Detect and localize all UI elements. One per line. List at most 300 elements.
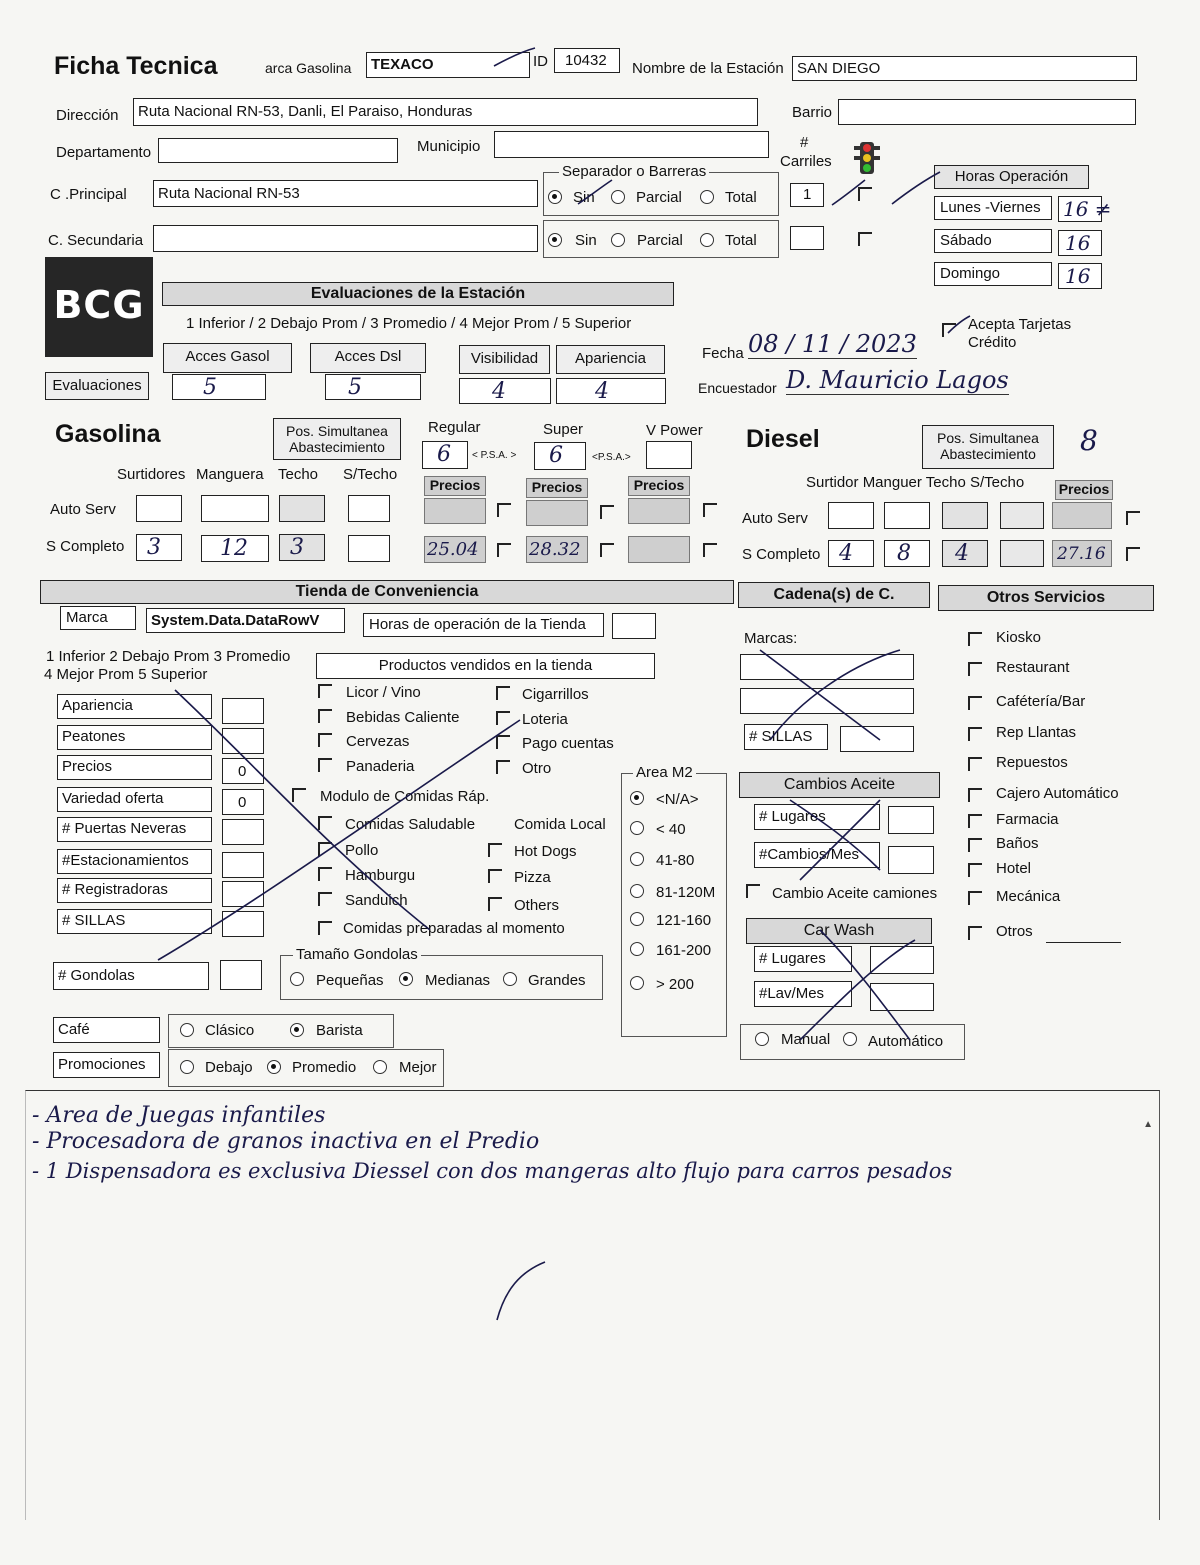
cambios-mes-label-box (754, 842, 880, 868)
tienda-eval-label-box (57, 817, 212, 842)
evaluaciones-scale: 1 Inferior / 2 Debajo Prom / 3 Promedio / 4 Mejor Prom / 5 Superior (186, 315, 632, 332)
servicio-label: Cajero Automático (996, 785, 1119, 802)
fecha-label: Fecha (702, 345, 744, 362)
acces-gasol-button[interactable]: Acces Gasol (163, 343, 292, 373)
separador-sin-radio[interactable] (548, 190, 562, 204)
visibilidad-field[interactable] (459, 378, 551, 404)
area-label: <N/A> (656, 791, 699, 808)
direccion-label: Dirección (56, 107, 119, 124)
promo-promedio-label: Promedio (292, 1059, 357, 1076)
tienda-header: Tienda de Conveniencia (40, 580, 734, 604)
area-radio[interactable] (630, 942, 644, 956)
cadena-header: Cadena(s) de C. (738, 582, 930, 608)
diesel-scompleto-techo-field[interactable] (942, 540, 988, 567)
comida-checkbox[interactable] (488, 869, 502, 883)
municipio-field[interactable] (494, 131, 769, 158)
id-label: ID (533, 53, 548, 70)
scompleto-manguera-value: 12 (220, 536, 248, 561)
producto-checkbox[interactable] (496, 686, 510, 700)
autoserv-manguera-field[interactable] (201, 495, 269, 522)
diesel-autoserv-surtidor-field[interactable] (828, 502, 874, 529)
scompleto-surtidores-value: 3 (147, 535, 161, 560)
diesel-scompleto-checkbox[interactable] (1126, 547, 1140, 561)
gondolas-label: # Gondolas (58, 967, 135, 984)
diesel-scompleto-stecho-field[interactable] (1000, 540, 1044, 567)
comidas-preparadas-label: Comidas preparadas al momento (343, 920, 565, 937)
area-radio[interactable] (630, 852, 644, 866)
separador2-total-label: Total (725, 232, 757, 249)
otros-line[interactable] (1046, 942, 1121, 943)
note-line-2: - Procesadora de granos inactiva en el Predio (32, 1129, 540, 1154)
servicio-checkbox[interactable] (968, 891, 982, 905)
comidas-preparadas-checkbox[interactable] (318, 921, 332, 935)
super-value: 6 (549, 443, 563, 468)
area-label: 121-160 (656, 912, 712, 929)
tienda-eval-label: # Registradoras (62, 881, 168, 898)
servicio-label: Hotel (996, 860, 1032, 877)
carwash-lav-label: #Lav/Mes (759, 985, 825, 1002)
cafe-barista-radio[interactable] (290, 1023, 304, 1037)
otros-servicios-header: Otros Servicios (938, 585, 1154, 611)
tienda-eval-label: Peatones (62, 728, 126, 745)
acepta-tarjetas-label: Acepta Tarjetas (968, 316, 1072, 333)
comida-checkbox[interactable] (488, 897, 502, 911)
producto-label: Otro (522, 760, 552, 777)
semaforo-principal-checkbox[interactable] (858, 187, 872, 201)
area-radio[interactable] (630, 884, 644, 898)
acces-gasol-value: 5 (203, 375, 217, 400)
direccion-field[interactable] (133, 98, 758, 126)
servicio-checkbox[interactable] (968, 863, 982, 877)
calle-principal-value: Ruta Nacional RN-53 (158, 185, 300, 202)
cadena-marcas-label: Marcas: (744, 630, 798, 647)
horas-operacion-header: Horas Operación (934, 165, 1089, 189)
tienda-eval-label-box (57, 878, 212, 903)
autoserv-super-checkbox[interactable] (600, 505, 614, 519)
promo-promedio-radio[interactable] (267, 1060, 281, 1074)
direccion-value: Ruta Nacional RN-53, Danli, El Paraiso, Honduras (138, 103, 473, 120)
producto-checkbox[interactable] (496, 735, 510, 749)
carwash-lugares-field[interactable] (870, 946, 934, 974)
servicio-checkbox[interactable] (968, 662, 982, 676)
gasolina-pos-simultanea-box (273, 418, 401, 460)
separador2-total-radio[interactable] (700, 233, 714, 247)
vpower-field[interactable] (646, 441, 692, 469)
producto-checkbox[interactable] (496, 760, 510, 774)
diesel-scompleto-manguera-field[interactable] (884, 540, 930, 567)
carwash-lugares-label: # Lugares (759, 950, 826, 967)
servicio-checkbox[interactable] (968, 632, 982, 646)
acces-dsl-button[interactable]: Acces Dsl (310, 343, 426, 373)
domingo-label: Domingo (940, 265, 1001, 282)
servicio-label: Restaurant (996, 659, 1070, 676)
autoserv-precio-regular-field[interactable] (424, 498, 486, 524)
gondolas-field[interactable] (220, 960, 262, 990)
tienda-eval-label: Variedad oferta (62, 790, 164, 807)
diesel-title: Diesel (746, 425, 820, 453)
carwash-lugares-label-box (754, 946, 852, 972)
carwash-manual-label: Manual (781, 1031, 831, 1048)
carriles-principal-field[interactable] (790, 183, 824, 207)
tienda-horas-label-box (363, 613, 604, 637)
area-radio[interactable] (630, 821, 644, 835)
producto-checkbox[interactable] (318, 758, 332, 772)
lunes-viernes-field[interactable] (1058, 196, 1112, 222)
lunes-viernes-label: Lunes -Viernes (940, 199, 1041, 216)
cafe-label-box (53, 1017, 160, 1043)
sabado-field[interactable] (1058, 230, 1102, 256)
diesel-autoserv-stecho-field[interactable] (1000, 502, 1044, 529)
diesel-autoserv-checkbox[interactable] (1126, 511, 1140, 525)
gondola-grandes-radio[interactable] (503, 972, 517, 986)
tienda-eval-label-box (57, 725, 212, 750)
promo-debajo-radio[interactable] (180, 1060, 194, 1074)
autoserv-precio-super-field[interactable] (526, 500, 588, 526)
servicio-label: Farmacia (996, 811, 1059, 828)
gasolina-title: Gasolina (55, 420, 161, 448)
autoserv-regular-checkbox[interactable] (497, 503, 511, 517)
apariencia-field[interactable] (556, 378, 666, 404)
cambios-mes-field[interactable] (888, 846, 934, 874)
precios-vpower-header: Precios (628, 476, 690, 496)
tienda-eval-label-box (57, 755, 212, 780)
comida-checkbox[interactable] (318, 867, 332, 881)
marca-gasolina-label: arca Gasolina (265, 60, 352, 76)
tienda-eval-field[interactable] (222, 911, 264, 937)
visibilidad-button[interactable]: Visibilidad (459, 345, 550, 374)
departamento-label: Departamento (56, 144, 152, 161)
sabado-label: Sábado (940, 232, 992, 249)
diesel-autoserv-precio-field[interactable] (1052, 502, 1112, 529)
productos-header: Productos vendidos en la tienda (378, 657, 593, 674)
tienda-marca-value: System.Data.DataRowV (151, 612, 320, 629)
cambio-camiones-label: Cambio Aceite camiones (772, 885, 938, 902)
diesel-pos-simultanea-box (922, 425, 1054, 469)
municipio-label: Municipio (417, 138, 481, 155)
s-completo-label: S Completo (46, 538, 125, 555)
separador-label: Separador o Barreras (559, 163, 709, 180)
super-field[interactable] (534, 442, 586, 470)
producto-checkbox[interactable] (318, 684, 332, 698)
bcg-logo (45, 257, 153, 357)
comida-label: Sanduich (345, 892, 408, 909)
apariencia-button[interactable]: Apariencia (556, 345, 665, 374)
producto-checkbox[interactable] (318, 733, 332, 747)
modulo-comidas-label: Modulo de Comidas Ráp. (320, 788, 490, 805)
promociones-label: Promociones (58, 1056, 146, 1073)
producto-label: Cervezas (346, 733, 410, 750)
tienda-eval-field[interactable] (222, 728, 264, 754)
promo-debajo-label: Debajo (205, 1059, 253, 1076)
precio-super-value: 28.32 (529, 539, 581, 560)
nombre-estacion-label: Nombre de la Estación (632, 60, 784, 77)
comida-label: Pollo (345, 842, 379, 859)
tienda-horas-field[interactable] (612, 613, 656, 639)
area-label: > 200 (656, 976, 694, 993)
tienda-eval-label-box (57, 787, 212, 812)
area-label: 81-120M (656, 884, 716, 901)
scompleto-manguera-field[interactable] (201, 535, 269, 562)
precios-regular-header: Precios (424, 476, 486, 496)
acces-dsl-value: 5 (348, 375, 362, 400)
scompleto-precio-regular-field[interactable] (424, 536, 486, 563)
auto-serv-label: Auto Serv (50, 501, 116, 518)
tienda-eval-field[interactable] (222, 698, 264, 724)
tienda-eval-label-box (57, 909, 212, 934)
cambios-lugares-label-box (754, 804, 880, 830)
tienda-marca-field[interactable] (146, 608, 345, 633)
encuestador-label: Encuestador (698, 380, 777, 396)
techo-col-label: Techo (278, 466, 319, 483)
producto-label: Loteria (522, 711, 568, 728)
calle-principal-label: C .Principal (50, 186, 127, 203)
diesel-precios-header: Precios (1055, 480, 1113, 500)
promo-mejor-label: Mejor (399, 1059, 437, 1076)
diesel-auto-serv-label: Auto Serv (742, 510, 808, 527)
sabado-label-box (934, 229, 1052, 253)
comida-local-label: Comida Local (514, 816, 606, 833)
traffic-light-icon (852, 140, 882, 176)
diesel-scompleto-precio-field[interactable] (1052, 540, 1112, 567)
servicio-checkbox[interactable] (968, 696, 982, 710)
acces-dsl-field[interactable] (325, 374, 421, 400)
cafe-clasico-radio[interactable] (180, 1023, 194, 1037)
nombre-estacion-field[interactable] (792, 56, 1137, 81)
autoserv-techo-field[interactable] (279, 495, 325, 522)
carwash-lav-label-box (754, 981, 852, 1007)
scompleto-techo-field[interactable] (279, 534, 325, 561)
encuestador-value[interactable]: D. Mauricio Lagos (786, 366, 1009, 394)
regular-value: 6 (437, 442, 451, 467)
producto-checkbox[interactable] (496, 711, 510, 725)
domingo-label-box (934, 262, 1052, 286)
tienda-eval-label: Precios (62, 758, 113, 775)
carwash-lav-field[interactable] (870, 983, 934, 1011)
credito-label: Crédito (968, 334, 1017, 351)
diesel-autoserv-manguera-field[interactable] (884, 502, 930, 529)
area-radio[interactable] (630, 912, 644, 926)
tienda-eval-field[interactable] (222, 789, 264, 815)
separador2-sin-label: Sin (575, 232, 597, 249)
gondola-medianas-radio[interactable] (399, 972, 413, 986)
acepta-tarjetas-checkbox[interactable] (942, 323, 956, 337)
cambios-lugares-field[interactable] (888, 806, 934, 834)
scompleto-stecho-field[interactable] (348, 535, 390, 562)
comida-label: Others (514, 897, 560, 914)
diesel-scompleto-techo-value: 4 (955, 541, 969, 566)
cambios-lugares-label: # Lugares (759, 808, 826, 825)
separador2-parcial-label: Parcial (637, 232, 683, 249)
cadena-marca-2-field[interactable] (740, 688, 914, 714)
gondola-pequenas-label: Pequeñas (316, 972, 384, 989)
autoserv-stecho-field[interactable] (348, 495, 390, 522)
cadena-marca-1-field[interactable] (740, 654, 914, 680)
servicio-label: Baños (996, 835, 1039, 852)
servicio-checkbox[interactable] (968, 814, 982, 828)
productos-header-box (316, 653, 655, 679)
calle-principal-field[interactable] (153, 180, 538, 207)
comida-label: Hamburgu (345, 867, 416, 884)
diesel-cols-label: Surtidor Manguer Techo S/Techo (806, 474, 1025, 491)
domingo-field[interactable] (1058, 263, 1102, 289)
separador-sin-label: Sin (573, 189, 595, 206)
diesel-pos-value: 8 (1080, 424, 1098, 457)
promociones-label-box (53, 1052, 160, 1078)
tienda-eval-field[interactable] (222, 758, 264, 784)
diesel-scompleto-surtidor-value: 4 (839, 541, 853, 566)
calle-secundaria-label: C. Secundaria (48, 232, 144, 249)
gondola-grandes-label: Grandes (528, 972, 586, 989)
scompleto-precio-vpower-field[interactable] (628, 536, 690, 563)
regular-label: Regular (428, 419, 481, 436)
psa-label-1: < P.S.A. > (472, 450, 517, 461)
servicio-label: Repuestos (996, 754, 1068, 771)
servicio-checkbox[interactable] (968, 727, 982, 741)
comida-label: Pizza (514, 869, 551, 886)
autoserv-precio-vpower-field[interactable] (628, 498, 690, 524)
observaciones-area[interactable] (25, 1090, 1160, 1520)
area-label: 41-80 (656, 852, 695, 869)
evaluaciones-row-label: Evaluaciones (45, 372, 149, 400)
barrio-field[interactable] (838, 99, 1136, 125)
servicio-label: Rep Llantas (996, 724, 1077, 741)
promo-mejor-radio[interactable] (373, 1060, 387, 1074)
car-wash-header: Car Wash (746, 918, 932, 944)
scroll-up-icon[interactable]: ▲ (1143, 1119, 1153, 1130)
diesel-autoserv-techo-field[interactable] (942, 502, 988, 529)
comida-checkbox[interactable] (318, 892, 332, 906)
cadena-sillas-label: # SILLAS (749, 728, 813, 745)
cafe-barista-label: Barista (316, 1022, 363, 1039)
tienda-eval-label: #Estacionamientos (62, 852, 189, 869)
marca-gasolina-value: TEXACO (371, 56, 434, 73)
comida-label: Comidas Saludable (345, 816, 476, 833)
carwash-automatico-label: Automático (868, 1033, 944, 1050)
scompleto-vpower-checkbox[interactable] (703, 543, 717, 557)
tienda-marca-label-box (60, 606, 136, 630)
vpower-label: V Power (646, 422, 703, 439)
autoserv-vpower-checkbox[interactable] (703, 503, 717, 517)
note-line-3: - 1 Dispensadora es exclusiva Diessel con dos mangeras alto flujo para carros pesados (32, 1159, 953, 1183)
producto-label: Cigarrillos (522, 686, 589, 703)
page-title: Ficha Tecnica (54, 52, 218, 80)
lunes-viernes-value: 16 ≠ (1063, 197, 1112, 221)
acces-gasol-field[interactable] (172, 374, 266, 400)
separador2-parcial-radio[interactable] (611, 233, 625, 247)
tienda-scale-2: 4 Mejor Prom 5 Superior (44, 666, 208, 683)
evaluaciones-header: Evaluaciones de la Estación (162, 282, 674, 306)
stecho-col-label: S/Techo (343, 466, 398, 483)
scompleto-regular-checkbox[interactable] (497, 543, 511, 557)
tienda-eval-label-box (57, 694, 212, 719)
tienda-eval-field[interactable] (222, 852, 264, 878)
domingo-value: 16 (1065, 264, 1091, 288)
separador-parcial-label: Parcial (636, 189, 682, 206)
producto-label: Panaderia (346, 758, 415, 775)
tienda-eval-label: Apariencia (62, 697, 133, 714)
producto-label: Pago cuentas (522, 735, 614, 752)
regular-field[interactable] (422, 441, 468, 469)
servicio-label: Mecánica (996, 888, 1061, 905)
area-m2-label: Area M2 (633, 764, 696, 781)
cambios-aceite-header: Cambios Aceite (739, 772, 940, 798)
carwash-manual-radio[interactable] (755, 1032, 769, 1046)
visibilidad-value: 4 (492, 379, 506, 404)
id-value: 10432 (565, 52, 607, 69)
tienda-scale-1: 1 Inferior 2 Debajo Prom 3 Promedio (46, 648, 291, 665)
fecha-value[interactable]: 08 / 11 / 2023 (748, 330, 917, 358)
super-label: Super (543, 421, 584, 438)
tienda-eval-label: # Puertas Neveras (62, 820, 187, 837)
area-radio[interactable] (630, 791, 644, 805)
diesel-scompleto-manguera-value: 8 (897, 541, 911, 566)
separador-total-radio[interactable] (700, 190, 714, 204)
separador-parcial-radio[interactable] (611, 190, 625, 204)
cadena-sillas-field[interactable] (840, 726, 914, 752)
calle-secundaria-field[interactable] (153, 225, 538, 252)
diesel-s-completo-label: S Completo (742, 546, 821, 563)
comida-checkbox[interactable] (318, 842, 332, 856)
tienda-eval-field[interactable] (222, 819, 264, 845)
id-field[interactable] (554, 48, 620, 73)
cambio-camiones-checkbox[interactable] (746, 884, 760, 898)
scompleto-surtidores-field[interactable] (136, 534, 182, 561)
comida-checkbox[interactable] (318, 816, 332, 830)
surtidores-col-label: Surtidores (117, 466, 186, 483)
modulo-comidas-checkbox[interactable] (292, 788, 306, 802)
servicio-label: Cafétería/Bar (996, 693, 1086, 710)
tienda-eval-field[interactable] (222, 881, 264, 907)
scompleto-super-checkbox[interactable] (600, 543, 614, 557)
semaforo-secundaria-checkbox[interactable] (858, 232, 872, 246)
servicio-checkbox[interactable] (968, 838, 982, 852)
tamano-gondolas-label: Tamaño Gondolas (293, 946, 421, 963)
tienda-eval-label-box (57, 849, 212, 874)
gondola-medianas-label: Medianas (425, 972, 491, 989)
comida-checkbox[interactable] (488, 843, 502, 857)
carriles-value: 1 (803, 186, 812, 203)
diesel-scompleto-surtidor-field[interactable] (828, 540, 874, 567)
psa-label-2: <P.S.A.> (592, 452, 631, 463)
area-m2-group (621, 773, 727, 1037)
servicio-checkbox[interactable] (968, 926, 982, 940)
carwash-automatico-radio[interactable] (843, 1032, 857, 1046)
separador-total-label: Total (725, 189, 757, 206)
diesel-abastecimiento-label: Abastecimiento (940, 446, 1036, 462)
servicio-checkbox[interactable] (968, 757, 982, 771)
producto-checkbox[interactable] (318, 709, 332, 723)
diesel-pos-simultanea-label: Pos. Simultanea (937, 430, 1039, 446)
carriles-label: Carriles (780, 153, 832, 170)
apariencia-value: 4 (595, 379, 609, 404)
manguera-col-label: Manguera (196, 466, 264, 483)
servicio-checkbox[interactable] (968, 788, 982, 802)
marca-gasolina-field[interactable] (366, 52, 530, 78)
cafe-label: Café (58, 1021, 90, 1038)
comida-label: Hot Dogs (514, 843, 577, 860)
carriles-secundaria-field[interactable] (790, 226, 824, 250)
departamento-field[interactable] (158, 138, 398, 163)
cambios-mes-label: #Cambios/Mes (759, 846, 860, 863)
scompleto-precio-super-field[interactable] (526, 536, 588, 563)
separador2-sin-radio[interactable] (548, 233, 562, 247)
tienda-horas-label: Horas de operación de la Tienda (369, 616, 586, 633)
area-radio[interactable] (630, 976, 644, 990)
gondola-pequenas-radio[interactable] (290, 972, 304, 986)
carriles-hash: # (800, 134, 809, 151)
area-label: < 40 (656, 821, 686, 838)
autoserv-surtidores-field[interactable] (136, 495, 182, 522)
